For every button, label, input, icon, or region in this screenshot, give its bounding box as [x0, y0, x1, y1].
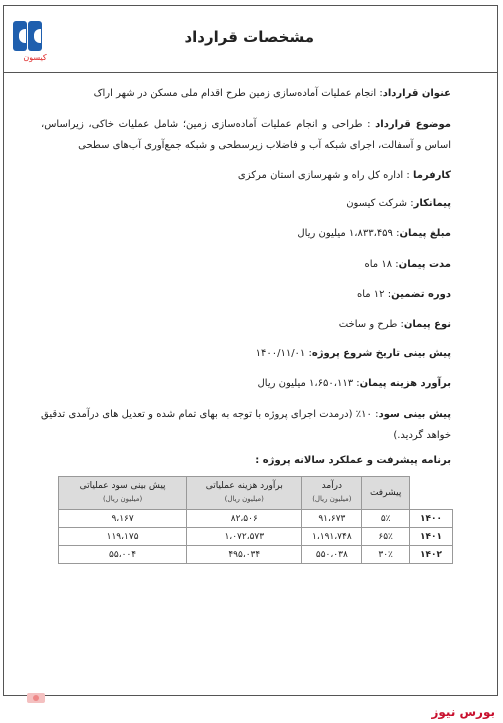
profit-label: پیش بینی سود	[378, 409, 451, 420]
row-progress: ۵٪	[362, 510, 410, 528]
contractor-label: پیمانکار	[413, 198, 451, 209]
row-cost: ۱،۰۷۲،۵۷۳	[187, 528, 302, 546]
program-heading-text: برنامه پیشرفت و عملکرد سالانه پروژه :	[255, 455, 451, 466]
employer-value: : اداره کل راه و شهرسازی استان مرکزی	[237, 170, 413, 181]
table-row	[59, 528, 453, 546]
start-date-line	[256, 348, 451, 359]
header-profit: پیش بینی سود عملیاتی (میلیون ریال)	[59, 477, 187, 510]
table-header-row	[59, 477, 453, 510]
amount-label: مبلغ پیمان	[399, 228, 451, 239]
start-date-value: : ۱۴۰۰/۱۱/۰۱	[255, 348, 312, 359]
contract-subject	[41, 114, 451, 156]
contract-title-line	[94, 88, 451, 99]
warranty-value: : ۱۲ ماه	[356, 289, 392, 300]
company-logo	[13, 21, 57, 67]
contract-subject-value: : طراحی و انجام عملیات آماده‌سازی زمین؛ شامل عملیات خاکی، زیراساس، اساس و آسفالت، اجرای شبکه آب و فاضلاب زیرسطحی و شبکه جمع‌آوری آب‌های سطحی	[41, 119, 451, 151]
type-label: نوع پیمان	[403, 319, 451, 330]
table-row	[59, 510, 453, 528]
row-cost: ۸۲،۵۰۶	[187, 510, 302, 528]
duration-line	[365, 259, 451, 270]
type-value: : طرح و ساخت	[338, 319, 404, 330]
cost-estimate-line	[258, 378, 451, 389]
warranty-line	[357, 289, 451, 300]
employer-label: کارفرما	[412, 170, 451, 181]
logo-text: کیسون	[23, 53, 47, 62]
profit-value: : ۱۰٪ (درمدت اجرای پروژه با توجه به بهای تمام شده و تعدیل های درآمدی تدقیق خواهد گردید.)	[41, 409, 451, 441]
start-date-label: پیش بینی تاریخ شروع پروژه	[311, 348, 451, 359]
contract-subject-label: موضوع قرارداد	[375, 119, 452, 130]
row-year: ۱۴۰۲	[410, 546, 453, 564]
kc-logo-icon	[13, 21, 57, 51]
page-title: مشخصات قرارداد	[184, 28, 314, 46]
row-progress: ۳۰٪	[362, 546, 410, 564]
duration-label: مدت پیمان	[398, 259, 451, 270]
duration-value: : ۱۸ ماه	[364, 259, 399, 270]
row-profit: ۹،۱۶۷	[59, 510, 187, 528]
employer-line	[238, 170, 451, 181]
cost-estimate-value: : ۱،۶۵۰،۱۱۳ میلیون ریال	[257, 378, 360, 389]
contract-title-label: عنوان قرارداد	[382, 88, 451, 99]
row-cost: ۴۹۵،۰۳۴	[187, 546, 302, 564]
table-corner	[410, 477, 453, 510]
cost-estimate-label: برآورد هزینه پیمان	[359, 378, 451, 389]
row-revenue: ۵۵۰،۰۳۸	[302, 546, 362, 564]
row-revenue: ۹۱،۶۷۳	[302, 510, 362, 528]
header-progress: پیشرفت	[362, 477, 410, 510]
row-progress: ۶۵٪	[362, 528, 410, 546]
type-line	[339, 319, 451, 330]
profit-line	[41, 404, 451, 446]
footer-brand[interactable]: بورس نیوز	[431, 705, 495, 719]
contractor-line	[346, 198, 451, 209]
amount-line	[297, 228, 451, 239]
document-page	[3, 5, 498, 696]
row-profit: ۱۱۹،۱۷۵	[59, 528, 187, 546]
watermark-icon	[26, 690, 46, 704]
warranty-label: دوره تضمین	[391, 289, 451, 300]
contract-title-value: : انجام عملیات آماده‌سازی زمین طرح اقدام ملی مسکن در شهر اراک	[93, 88, 383, 99]
table-row	[59, 546, 453, 564]
program-heading	[255, 455, 451, 466]
row-year: ۱۴۰۰	[410, 510, 453, 528]
progress-table	[58, 476, 453, 564]
header-revenue: درآمد (میلیون ریال)	[302, 477, 362, 510]
row-profit: ۵۵،۰۰۴	[59, 546, 187, 564]
row-year: ۱۴۰۱	[410, 528, 453, 546]
header-cost: برآورد هزینه عملیاتی (میلیون ریال)	[187, 477, 302, 510]
amount-value: : ۱،۸۳۳،۴۵۹ میلیون ریال	[297, 228, 400, 239]
document-header	[4, 6, 497, 73]
contractor-value: : شرکت کیسون	[346, 198, 414, 209]
row-revenue: ۱،۱۹۱،۷۴۸	[302, 528, 362, 546]
